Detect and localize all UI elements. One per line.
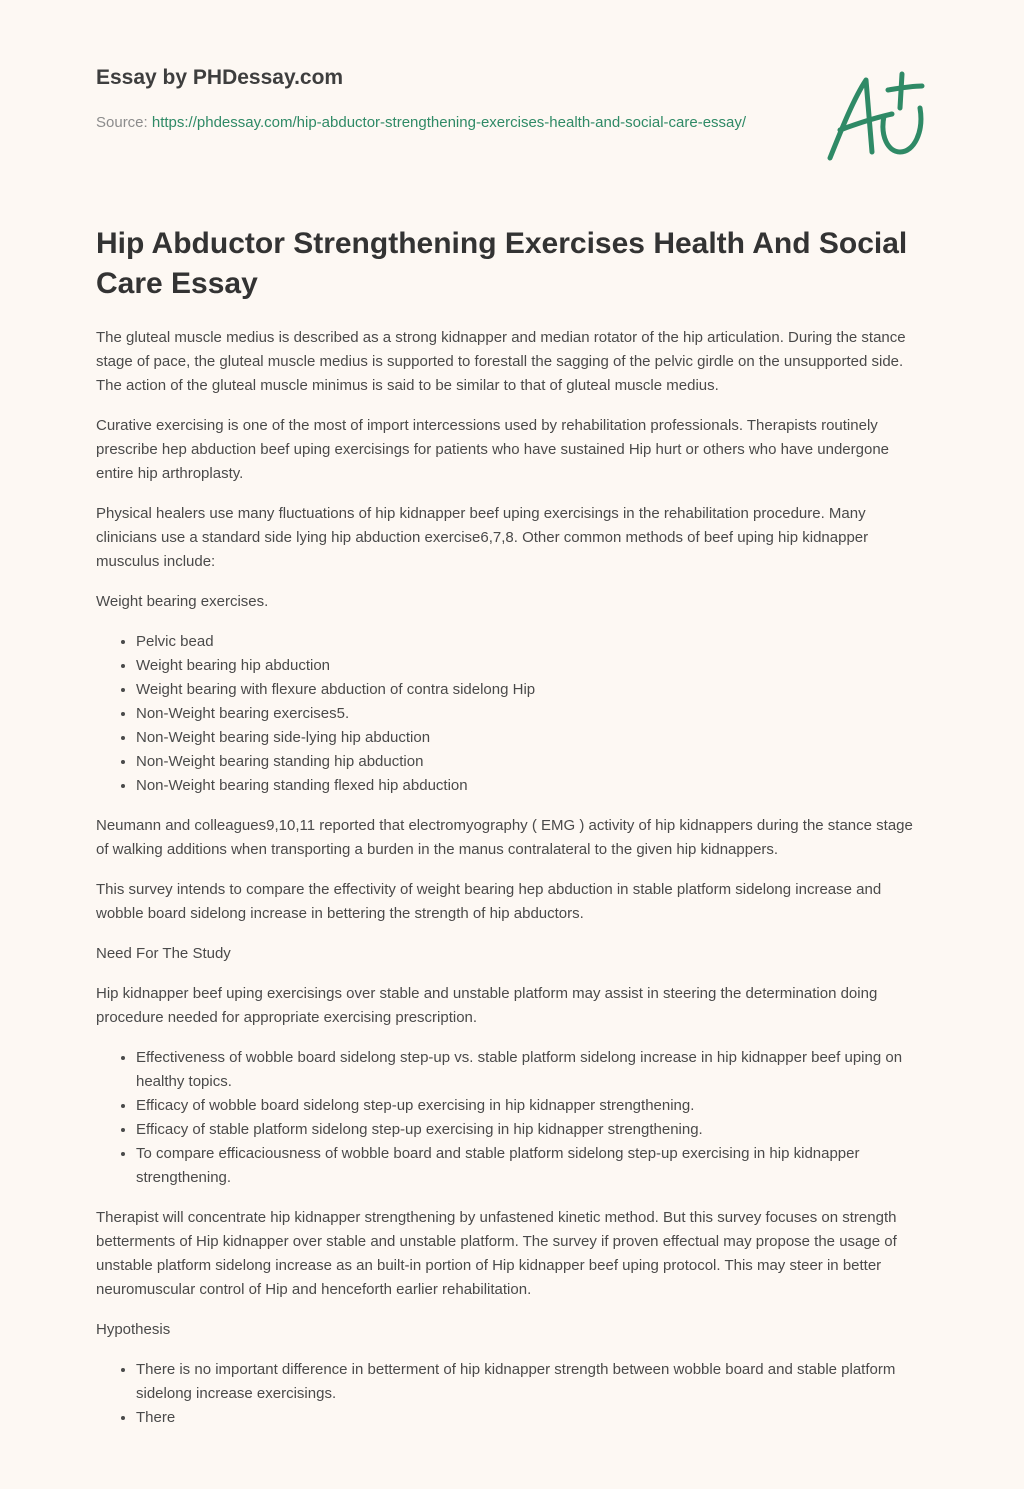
- list-item: • Weight bearing with flexure abduction of contra sidelong Hip: [136, 678, 926, 702]
- paragraph: This survey intends to compare the effectivity of weight bearing hep abduction in stable platform sidelong increase and wobble board sidelong increase in bettering the strength of hip abductors.: [96, 881, 882, 922]
- bullet-list: [96, 1046, 926, 1190]
- paragraph: Neumann and colleagues9,10,11 reported that electromyography ( EMG ) activity of hip kidnappers during the stance stage of walking additions when transporting a burden in the manus contralateral to the given hip kidnappers.: [96, 817, 913, 858]
- list-item: • Non-Weight bearing standing flexed hip abduction: [136, 774, 926, 798]
- site-name: Essay by PHDessay.com: [96, 66, 344, 89]
- section-heading: Need For The Study: [96, 945, 231, 962]
- article: [96, 224, 926, 1446]
- list-item: • Non-Weight bearing side-lying hip abduction: [136, 726, 926, 750]
- paragraph: Therapist will concentrate hip kidnapper strengthening by unfastened kinetic method. But this survey focuses on strength betterments of Hip kidnapper over stable and unstable platform. The survey if proven effectual may propose the usage of unstable platform sidelong increase as an built-in portion of Hip kidnapper beef uping protocol. This may steer in better neuromuscular control of Hip and henceforth earlier rehabilitation.: [96, 1209, 897, 1298]
- source-line: [96, 111, 756, 135]
- list-item: • To compare efficaciousness of wobble board and stable platform sidelong step-up exercising in hip kidnapper strengthening.: [136, 1142, 926, 1190]
- list-item: • There: [136, 1406, 926, 1430]
- paragraph: The gluteal muscle medius is described as a strong kidnapper and median rotator of the hip articulation. During the stance stage of pace, the gluteal muscle medius is supported to forestall the sagging of the pelvic girdle on the unsupported side. The action of the gluteal muscle minimus is said to be similar to that of gluteal muscle medius.: [96, 329, 906, 394]
- section-heading: Hypothesis: [96, 1321, 171, 1338]
- source-link[interactable]: https://phdessay.com/hip-abductor-strengthening-exercises-health-and-social-care-essay/: [151, 114, 747, 131]
- bullet-list: [96, 630, 926, 798]
- list-item: • There is no important difference in betterment of hip kidnapper strength between wobble board and stable platform sidelong increase exercisings.: [136, 1358, 926, 1406]
- paragraph: Physical healers use many fluctuations of hip kidnapper beef uping exercisings in the rehabilitation procedure. Many clinicians use a standard side lying hip abduction exercise6,7,8. Other common methods of beef uping hip kidnapper musculus include:: [96, 505, 869, 570]
- list-item: • Effectiveness of wobble board sidelong step-up vs. stable platform sidelong increase in hip kidnapper beef uping on healthy topics.: [136, 1046, 926, 1094]
- list-item: • Non-Weight bearing exercises5.: [136, 702, 926, 726]
- paragraph: Weight bearing exercises.: [96, 593, 269, 610]
- list-item: • Non-Weight bearing standing hip abduction: [136, 750, 926, 774]
- paragraph: Hip kidnapper beef uping exercisings over stable and unstable platform may assist in steering the determination doing procedure needed for appropriate exercising prescription.: [96, 985, 878, 1026]
- paragraph: Curative exercising is one of the most of import intercessions used by rehabilitation professionals. Therapists routinely prescribe hep abduction beef uping exercisings for patients who have sustained Hip hurt or others who have undergone entire hip arthroplasty.: [96, 417, 890, 482]
- a-plus-icon: [820, 68, 928, 164]
- list-item: • Efficacy of wobble board sidelong step-up exercising in hip kidnapper strengthening.: [136, 1094, 926, 1118]
- article-title: Hip Abductor Strengthening Exercises Health And Social Care Essay: [96, 227, 908, 300]
- source-label: Source:: [96, 114, 152, 131]
- list-item: • Pelvic bead: [136, 630, 926, 654]
- page-header: [96, 64, 796, 135]
- list-item: • Weight bearing hip abduction: [136, 654, 926, 678]
- list-item: • Efficacy of stable platform sidelong step-up exercising in hip kidnapper strengthening.: [136, 1118, 926, 1142]
- bullet-list: [96, 1358, 926, 1430]
